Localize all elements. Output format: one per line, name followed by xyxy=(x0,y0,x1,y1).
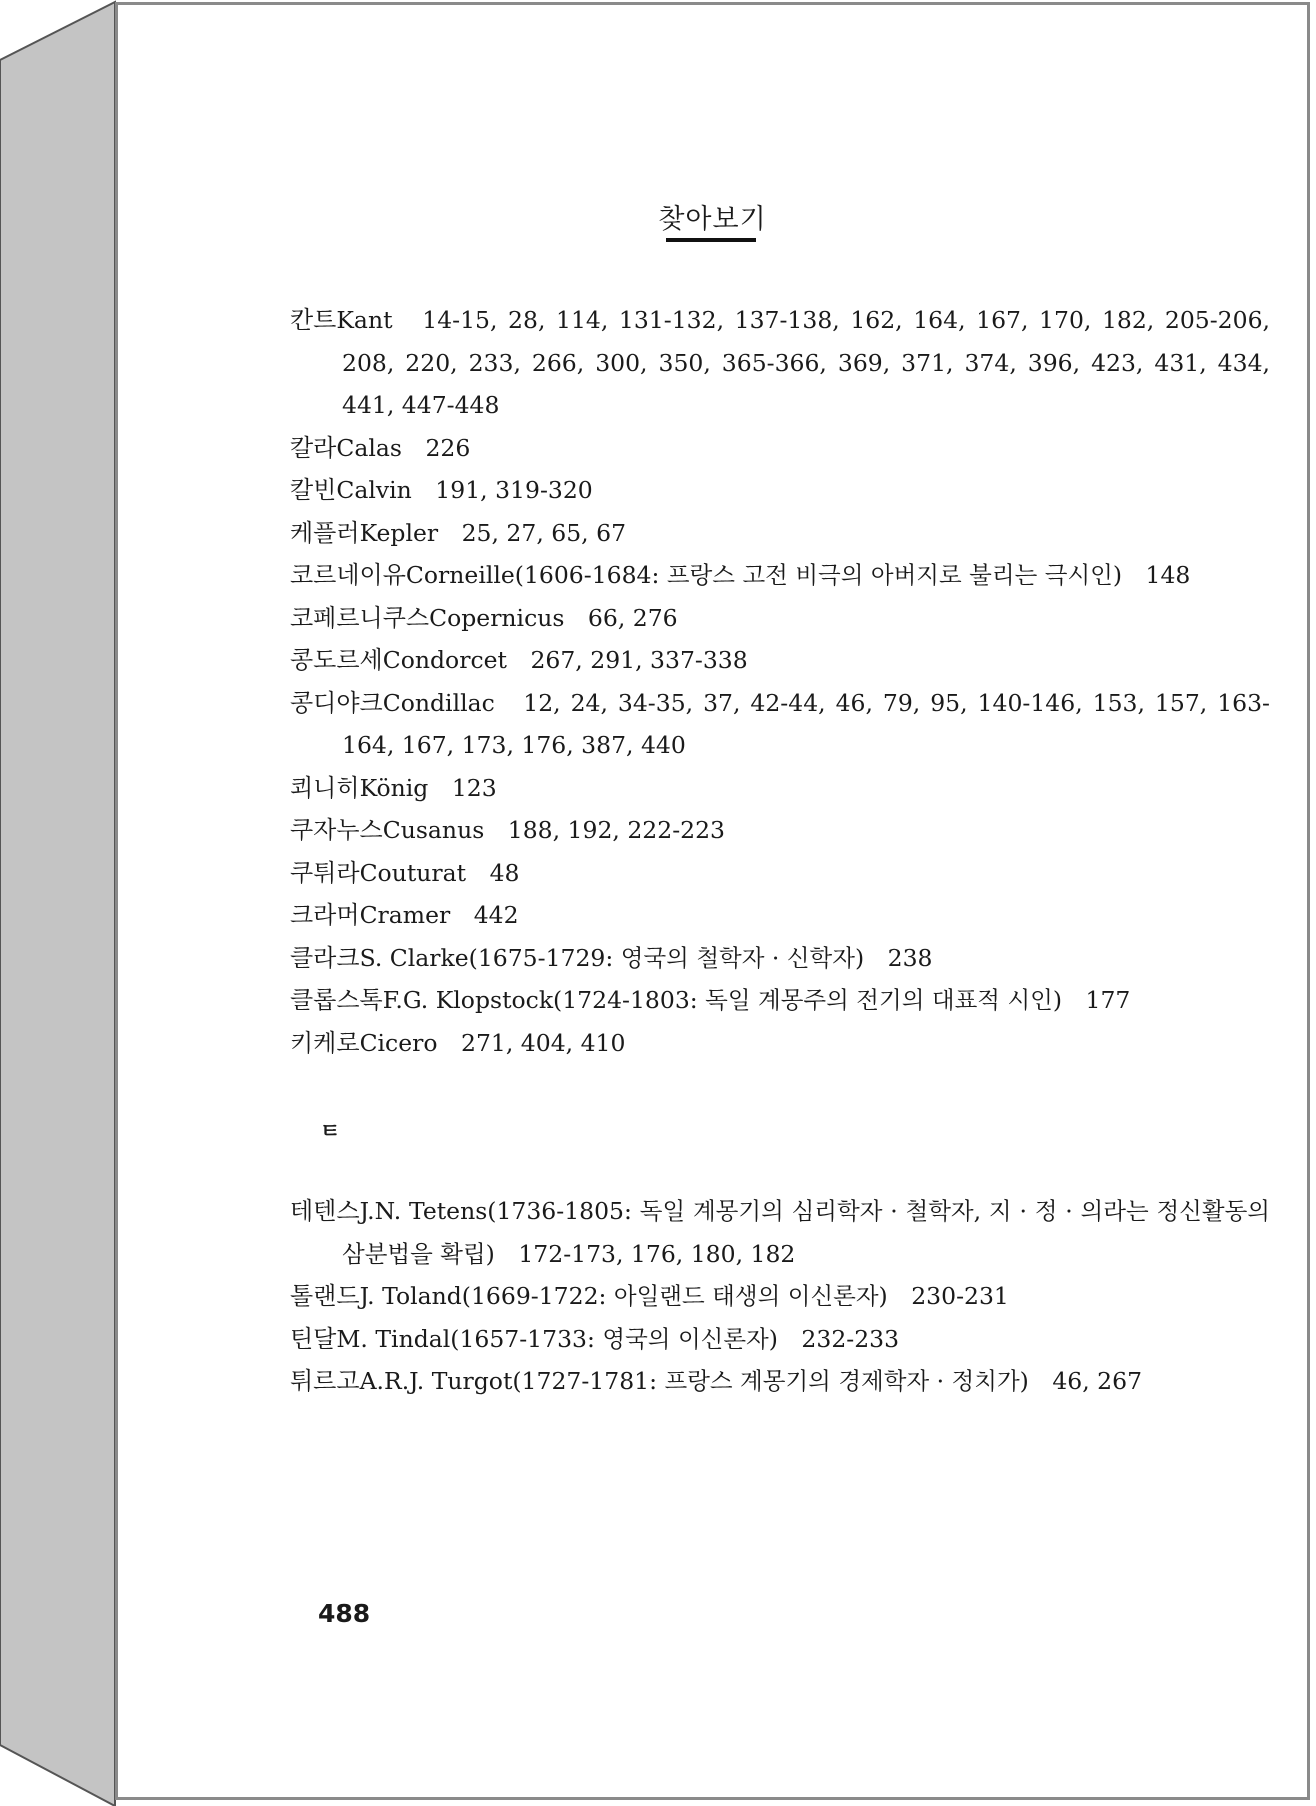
index-entry: 클라크S. Clarke(1675-1729: 영국의 철학자 · 신학자) 238 xyxy=(290,943,933,972)
title-underline xyxy=(666,238,756,242)
index-entry: 틴달M. Tindal(1657-1733: 영국의 이신론자) 232-233 xyxy=(290,1324,900,1353)
index-entry: 크라머Cramer 442 xyxy=(290,901,519,929)
index-entry: 칸트Kant 14-15, 28, 114, 131-132, 137-138, 162, 164, 167, 170, 182, 205-206, 208, 220, 233, 266, 300, 350, 365-366, 369, 371, 374, 396, 423, 431, 434, 441, 447-448 xyxy=(290,306,1270,419)
index-entry: 칼빈Calvin 191, 319-320 xyxy=(290,476,593,504)
index-entry: 케플러Kepler 25, 27, 65, 67 xyxy=(290,518,627,547)
page-title: 찾아보기 xyxy=(658,204,767,235)
index-list xyxy=(290,299,1270,1403)
section-letter: ㅌ xyxy=(320,1119,341,1143)
index-entry: 튀르고A.R.J. Turgot(1727-1781: 프랑스 계몽기의 경제학자 · 정치가) 46, 267 xyxy=(290,1367,1143,1395)
index-page xyxy=(115,2,1310,1800)
index-entry: 톨랜드J. Toland(1669-1722: 아일랜드 태생의 이신론자) 230-231 xyxy=(290,1282,1009,1310)
index-entry: 칼라Calas 226 xyxy=(290,433,471,462)
index-entry: 쾨니히König 123 xyxy=(290,773,497,802)
index-entry: 코르네이유Corneille(1606-1684: 프랑스 고전 비극의 아버지로 불리는 극시인) 148 xyxy=(290,561,1191,589)
index-entry: 콩도르세Condorcet 267, 291, 337-338 xyxy=(290,646,748,674)
index-entry: 쿠튀라Couturat 48 xyxy=(290,858,520,887)
page-number: 488 xyxy=(318,1599,371,1628)
index-entry: 키케로Cicero 271, 404, 410 xyxy=(290,1028,626,1057)
index-entry: 쿠자누스Cusanus 188, 192, 222-223 xyxy=(290,816,726,844)
index-entry: 클롭스톡F.G. Klopstock(1724-1803: 독일 계몽주의 전기의 대표적 시인) 177 xyxy=(290,986,1131,1014)
index-entry: 테텐스J.N. Tetens(1736-1805: 독일 계몽기의 심리학자 · 철학자, 지 · 정 · 의라는 정신활동의 삼분법을 확립) 172-173, 176, 180, 182 xyxy=(290,1197,1270,1268)
index-entry: 코페르니쿠스Copernicus 66, 276 xyxy=(290,603,678,632)
index-entry: 콩디야크Condillac 12, 24, 34-35, 37, 42-44, 46, 79, 95, 140-146, 153, 157, 163-164, 167, 173, 176, 387, 440 xyxy=(290,688,1270,759)
